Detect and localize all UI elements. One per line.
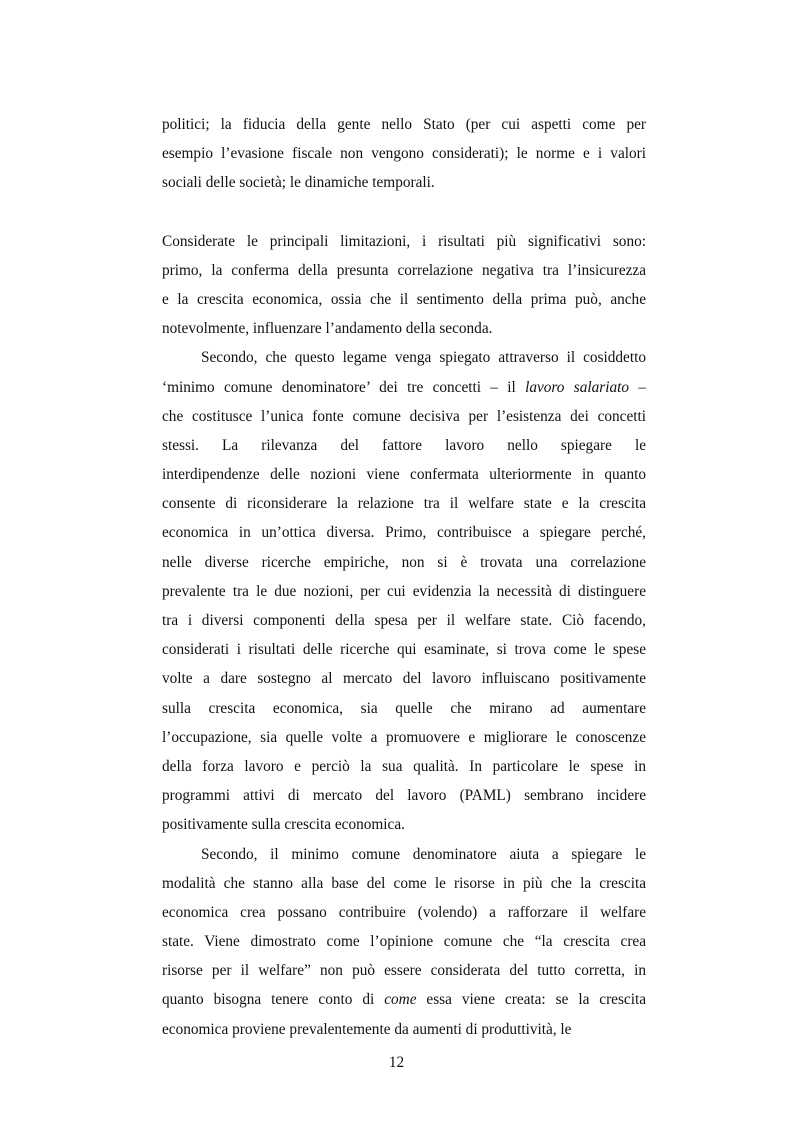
text-line	[162, 460, 646, 489]
paragraph	[162, 840, 646, 1044]
text-line	[162, 810, 646, 839]
text-line	[162, 518, 646, 547]
text-line	[162, 927, 646, 956]
text-run: risorse per il welfare” non può essere considerata del tutto corretta, in	[162, 962, 646, 980]
text-run: che costitusce l’unica fonte comune decisiva per l’esistenza dei concetti	[162, 407, 646, 425]
text-line	[162, 635, 646, 664]
text-line	[162, 781, 646, 810]
text-run: Secondo, il minimo comune denominatore aiuta a spiegare le	[201, 845, 646, 863]
text-line	[162, 373, 646, 402]
text-run: esempio l’evasione fiscale non vengono considerati); le norme e i valori	[162, 145, 646, 163]
text-line	[162, 840, 646, 869]
text-run: economica crea possano contribuire (volendo) a rafforzare il welfare	[162, 903, 646, 921]
text-line	[162, 285, 646, 314]
text-line	[162, 956, 646, 985]
text-line	[162, 606, 646, 635]
text-run: prevalente tra le due nozioni, per cui evidenzia la necessità di distinguere	[162, 582, 646, 600]
text-line	[162, 898, 646, 927]
italic-text: lavoro salariato	[525, 378, 630, 396]
paragraph	[162, 110, 646, 198]
text-run: tra i diversi componenti della spesa per il welfare state. Ciò facendo,	[162, 612, 646, 629]
text-run: Secondo, che questo legame venga spiegato attraverso il cosiddetto	[201, 349, 646, 367]
text-run: l’occupazione, sia quelle volte a promuovere e migliorare le conoscenze	[162, 728, 646, 746]
text-run: consente di riconsiderare la relazione tra il welfare state e la crescita	[162, 495, 646, 513]
text-run: positivamente sulla crescita economica.	[162, 816, 405, 834]
text-line	[162, 227, 646, 256]
text-line	[162, 985, 646, 1014]
text-run: stessi. La rilevanza del fattore lavoro nello spiegare le	[162, 436, 646, 454]
page-number: 12	[388, 1054, 405, 1071]
text-run: della forza lavoro e perciò la sua qualità. In particolare le spese in	[162, 757, 646, 775]
text-line	[162, 752, 646, 781]
text-run: nelle diverse ricerche empiriche, non si è trovata una correlazione	[162, 553, 646, 571]
text-line	[162, 1015, 646, 1044]
text-run: notevolmente, influenzare l’andamento della seconda.	[162, 320, 493, 338]
text-run: sociali delle società; le dinamiche temporali.	[162, 174, 435, 192]
text-line	[162, 723, 646, 752]
text-run: essa viene creata: se la crescita	[416, 991, 647, 1009]
text-run: Considerate le principali limitazioni, i risultati più significativi sono:	[162, 232, 646, 250]
text-run: sulla crescita economica, sia quelle che mirano ad aumentare	[162, 699, 646, 717]
text-run: modalità che stanno alla base del come le risorse in più che la crescita	[162, 874, 646, 892]
paragraph	[162, 227, 646, 344]
text-run: –	[629, 378, 646, 396]
italic-text: come	[384, 991, 417, 1009]
text-line	[162, 402, 646, 431]
text-run: state. Viene dimostrato come l’opinione comune che “la crescita crea	[162, 933, 646, 951]
text-line	[162, 343, 646, 372]
text-line	[162, 256, 646, 285]
text-line	[162, 664, 646, 693]
text-line	[162, 110, 646, 139]
text-line	[162, 314, 646, 343]
text-run: quanto bisogna tenere conto di	[162, 991, 385, 1009]
text-run: ‘minimo comune denominatore’ dei tre concetti – il	[162, 378, 526, 396]
text-line	[162, 168, 646, 197]
paragraph	[162, 343, 646, 839]
text-line	[162, 694, 646, 723]
text-line	[162, 548, 646, 577]
text-line	[162, 577, 646, 606]
document-body	[162, 110, 646, 1044]
text-run: e la crescita economica, ossia che il sentimento della prima può, anche	[162, 290, 646, 308]
text-run: programmi attivi di mercato del lavoro (PAML) sembrano incidere	[162, 787, 646, 805]
text-line	[162, 869, 646, 898]
text-line	[162, 139, 646, 168]
paragraph-gap	[162, 198, 646, 227]
text-run: considerati i risultati delle ricerche qui esaminate, si trova come le spese	[162, 641, 646, 659]
text-run: economica in un’ottica diversa. Primo, contribuisce a spiegare perché,	[162, 524, 646, 542]
text-run: interdipendenze delle nozioni viene confermata ulteriormente in quanto	[162, 466, 646, 484]
text-run: volte a dare sostegno al mercato del lavoro influiscano positivamente	[162, 670, 646, 688]
text-line	[162, 431, 646, 460]
text-run: primo, la conferma della presunta correlazione negativa tra l’insicurezza	[162, 261, 646, 279]
text-line	[162, 489, 646, 518]
text-run: economica proviene prevalentemente da aumenti di produttività, le	[162, 1020, 572, 1038]
text-run: politici; la fiducia della gente nello Stato (per cui aspetti come per	[162, 116, 646, 133]
